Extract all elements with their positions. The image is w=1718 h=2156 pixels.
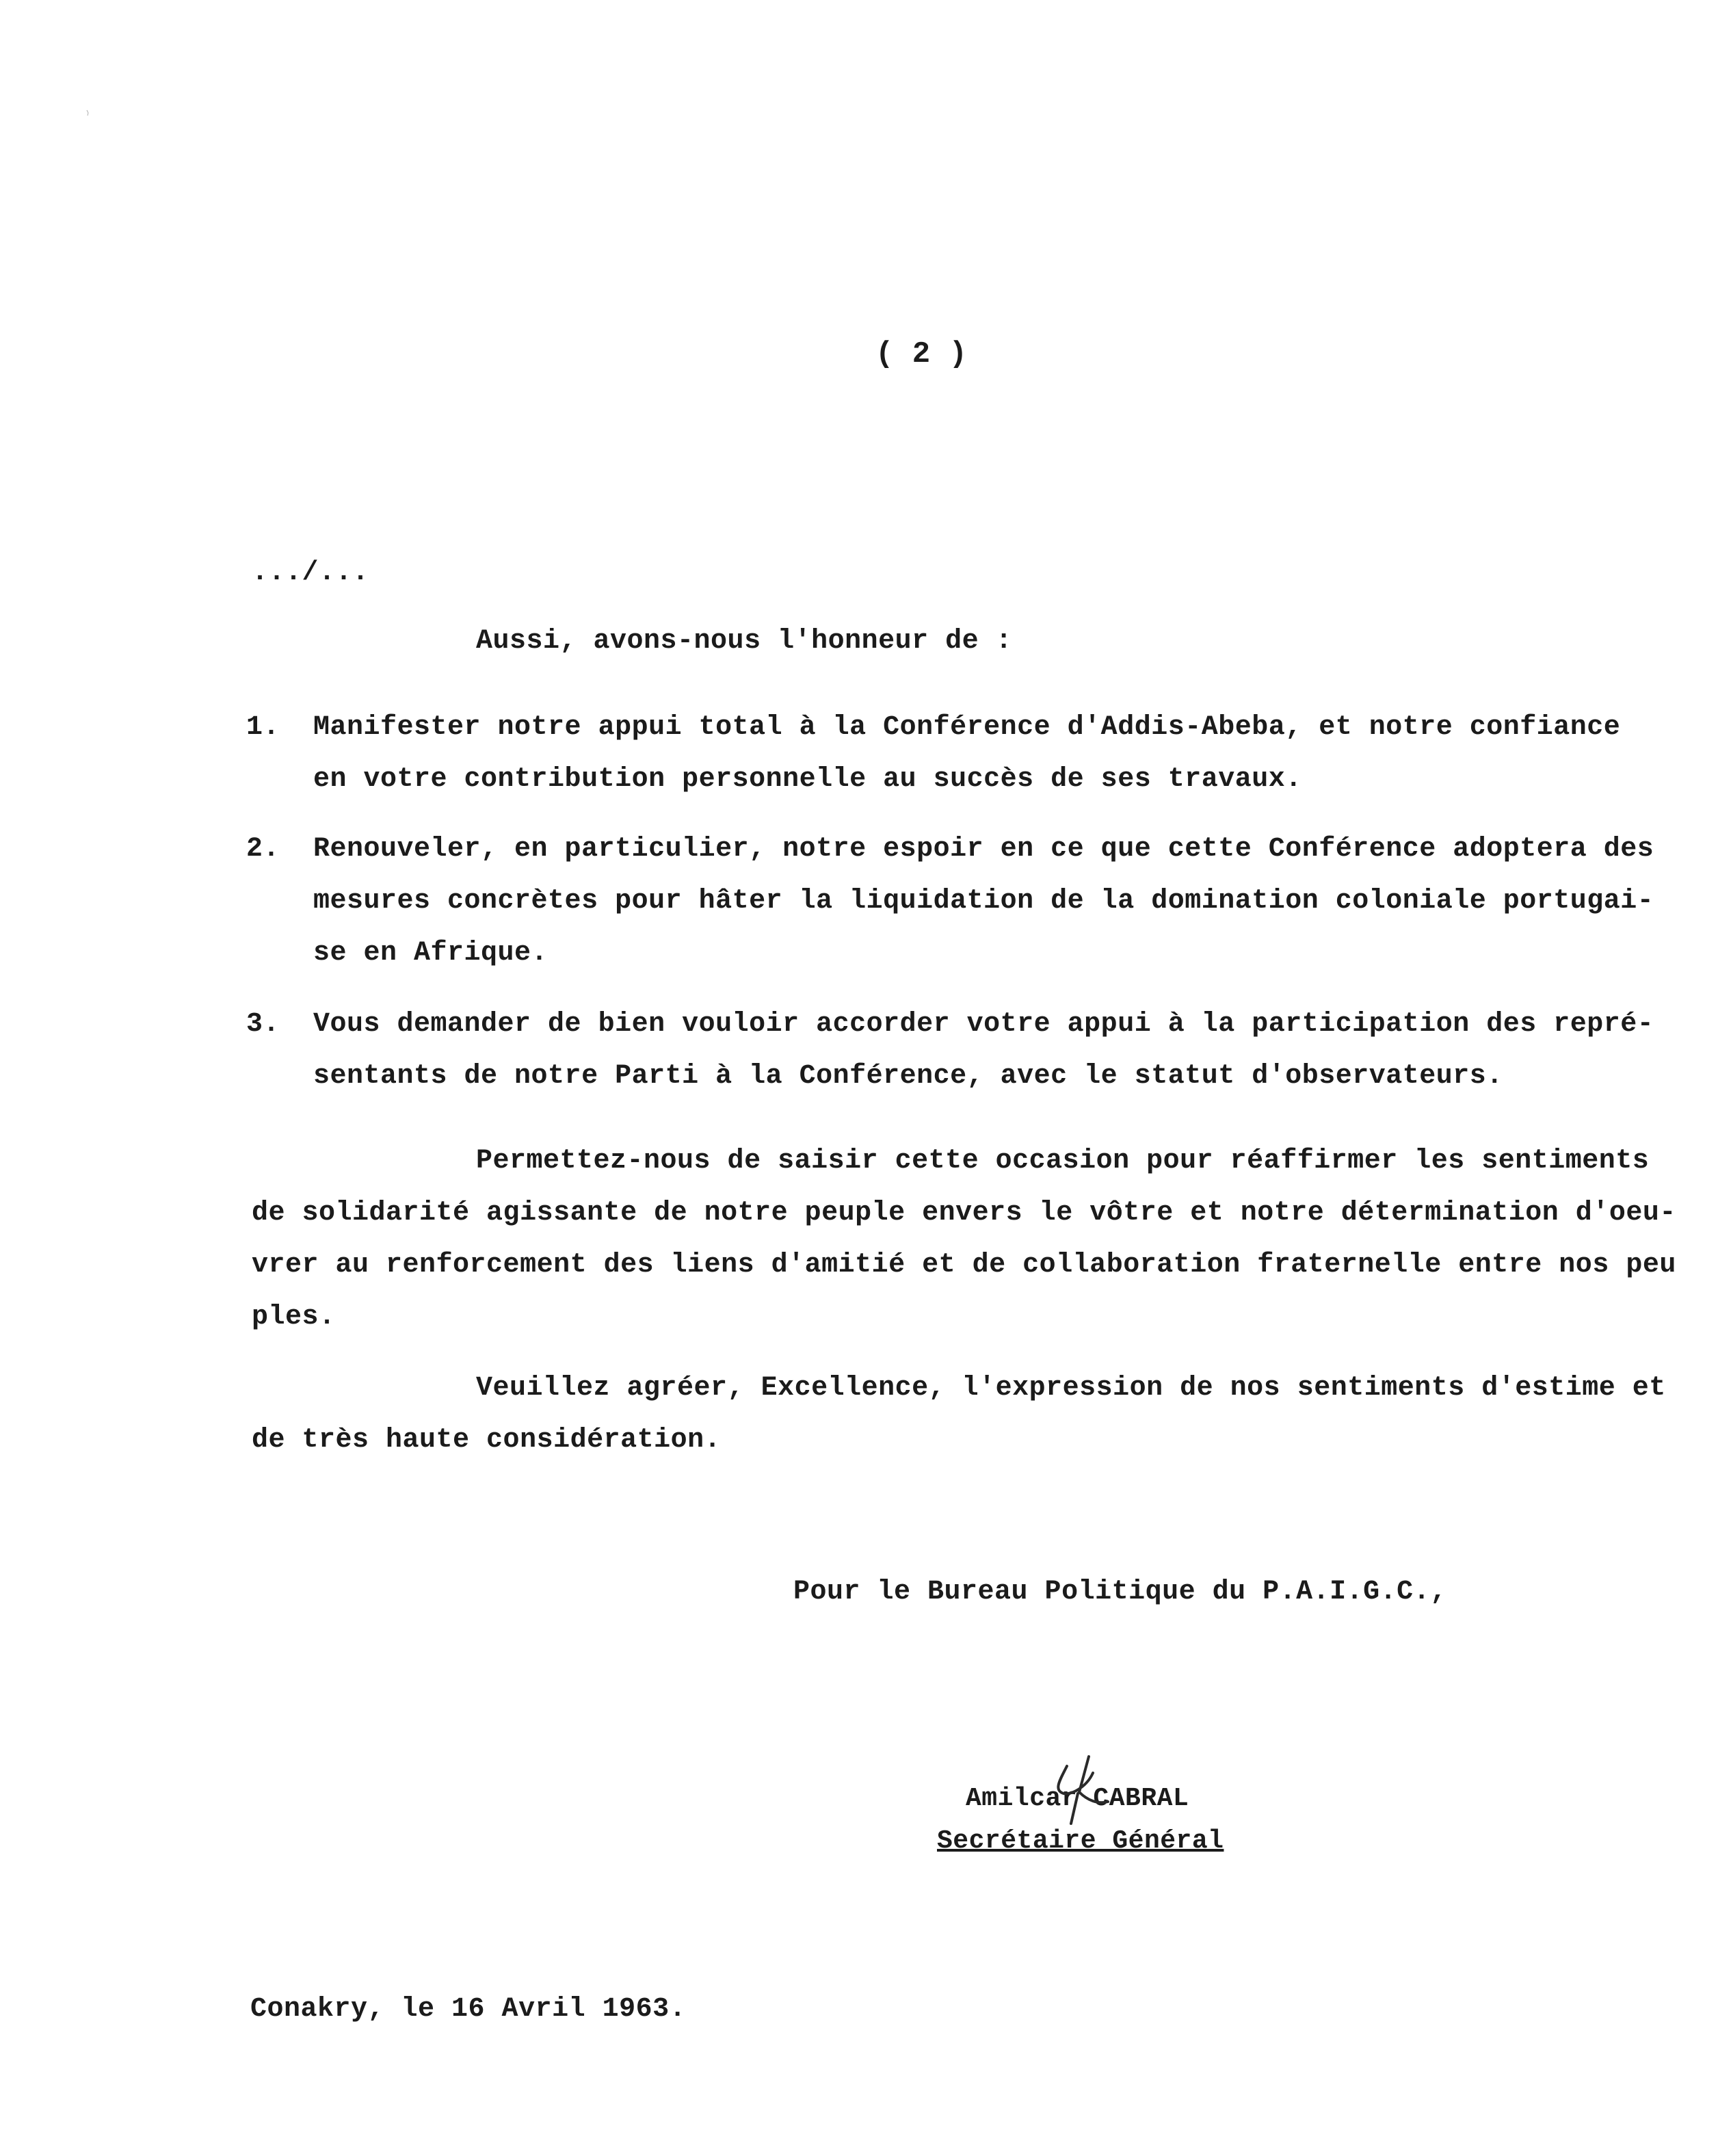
paragraph-line: vrer au renforcement des liens d'amitié et de collaboration fraternelle entre nos peu [252, 1250, 1676, 1280]
paragraph-line: de très haute considération. [252, 1425, 722, 1456]
continuation-mark: .../... [252, 557, 369, 588]
paragraph-salutation [252, 1363, 1666, 1467]
list-item-line: sentants de notre Parti à la Conférence, avec le statut d'observateurs. [313, 1061, 1503, 1092]
list-item-number: 2. [246, 834, 280, 865]
list-item-number: 1. [246, 712, 280, 743]
paragraph-line: Veuillez agréer, Excellence, l'expression de nos sentiments d'estime et [476, 1373, 1666, 1404]
handwritten-signature-icon [1040, 1752, 1115, 1828]
signatory-name: Amilcar CABRAL [966, 1784, 1189, 1813]
list-item-line: Vous demander de bien vouloir accorder votre appui à la participation des repré- [313, 1009, 1654, 1040]
page-number: ( 2 ) [875, 337, 968, 371]
intro-line: Aussi, avons-nous l'honneur de : [476, 626, 1013, 657]
signatory-title: Secrétaire Général [937, 1826, 1224, 1856]
list-item-line: mesures concrètes pour hâter la liquidation de la domination coloniale portugai- [313, 886, 1654, 917]
place-date: Conakry, le 16 Avril 1963. [250, 1994, 687, 2025]
paragraph-line: ples. [252, 1302, 336, 1332]
list-item-line: Manifester notre appui total à la Conférence d'Addis-Abeba, et notre confiance [313, 712, 1621, 743]
list-item-line: se en Afrique. [313, 938, 549, 969]
paragraph-line: de solidarité agissante de notre peuple envers le vôtre et notre détermination d'oeu- [252, 1198, 1676, 1228]
list-item-line: en votre contribution personnelle au succès de ses travaux. [313, 764, 1302, 795]
list-item-number: 3. [246, 1009, 280, 1040]
paper-speck [86, 109, 90, 116]
closing-line: Pour le Bureau Politique du P.A.I.G.C., [793, 1577, 1447, 1607]
paragraph-solidarity [252, 1135, 1676, 1343]
paragraph-line: Permettez-nous de saisir cette occasion pour réaffirmer les sentiments [476, 1146, 1650, 1176]
list-item-line: Renouveler, en particulier, notre espoir en ce que cette Conférence adoptera des [313, 834, 1654, 865]
